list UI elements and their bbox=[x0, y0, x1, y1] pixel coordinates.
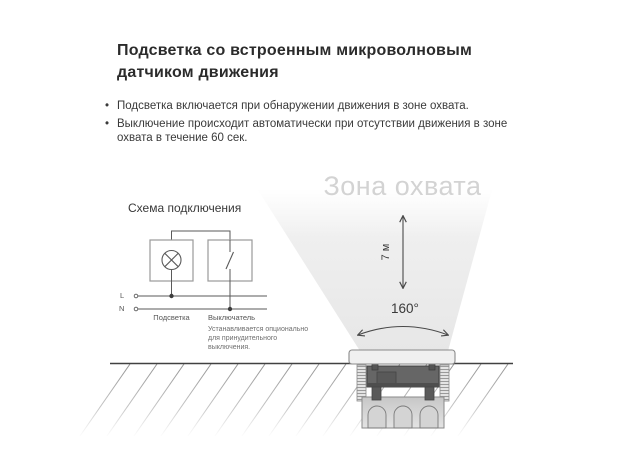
lamp-symbol-icon bbox=[162, 251, 181, 270]
page-title: Подсветка со встроенным микроволновым датчиком движения bbox=[117, 42, 472, 81]
switch-label: Выключатель bbox=[208, 313, 256, 322]
wiring-schematic bbox=[134, 231, 267, 311]
line-n-label: N bbox=[119, 304, 125, 313]
angle-label: 160° bbox=[391, 301, 419, 316]
range-label: 7 м bbox=[380, 243, 392, 261]
wiring-heading: Схема подключения bbox=[128, 201, 242, 215]
lamp-label: Подсветка bbox=[153, 313, 190, 322]
coverage-zone-watermark: Зона охвата bbox=[323, 171, 482, 201]
recessed-light-fixture bbox=[349, 350, 455, 428]
feature-list bbox=[105, 99, 509, 149]
feature-item: • Выключение происходит автоматически при отсутствии движения в зоне охвата в течение 60 сек. bbox=[105, 117, 509, 146]
feature-item: • Подсветка включается при обнаружении движения в зоне охвата. bbox=[105, 99, 509, 114]
switch-note: Устанавливается опционально для принудительного выключения. bbox=[208, 326, 309, 351]
line-l-label: L bbox=[120, 291, 125, 300]
